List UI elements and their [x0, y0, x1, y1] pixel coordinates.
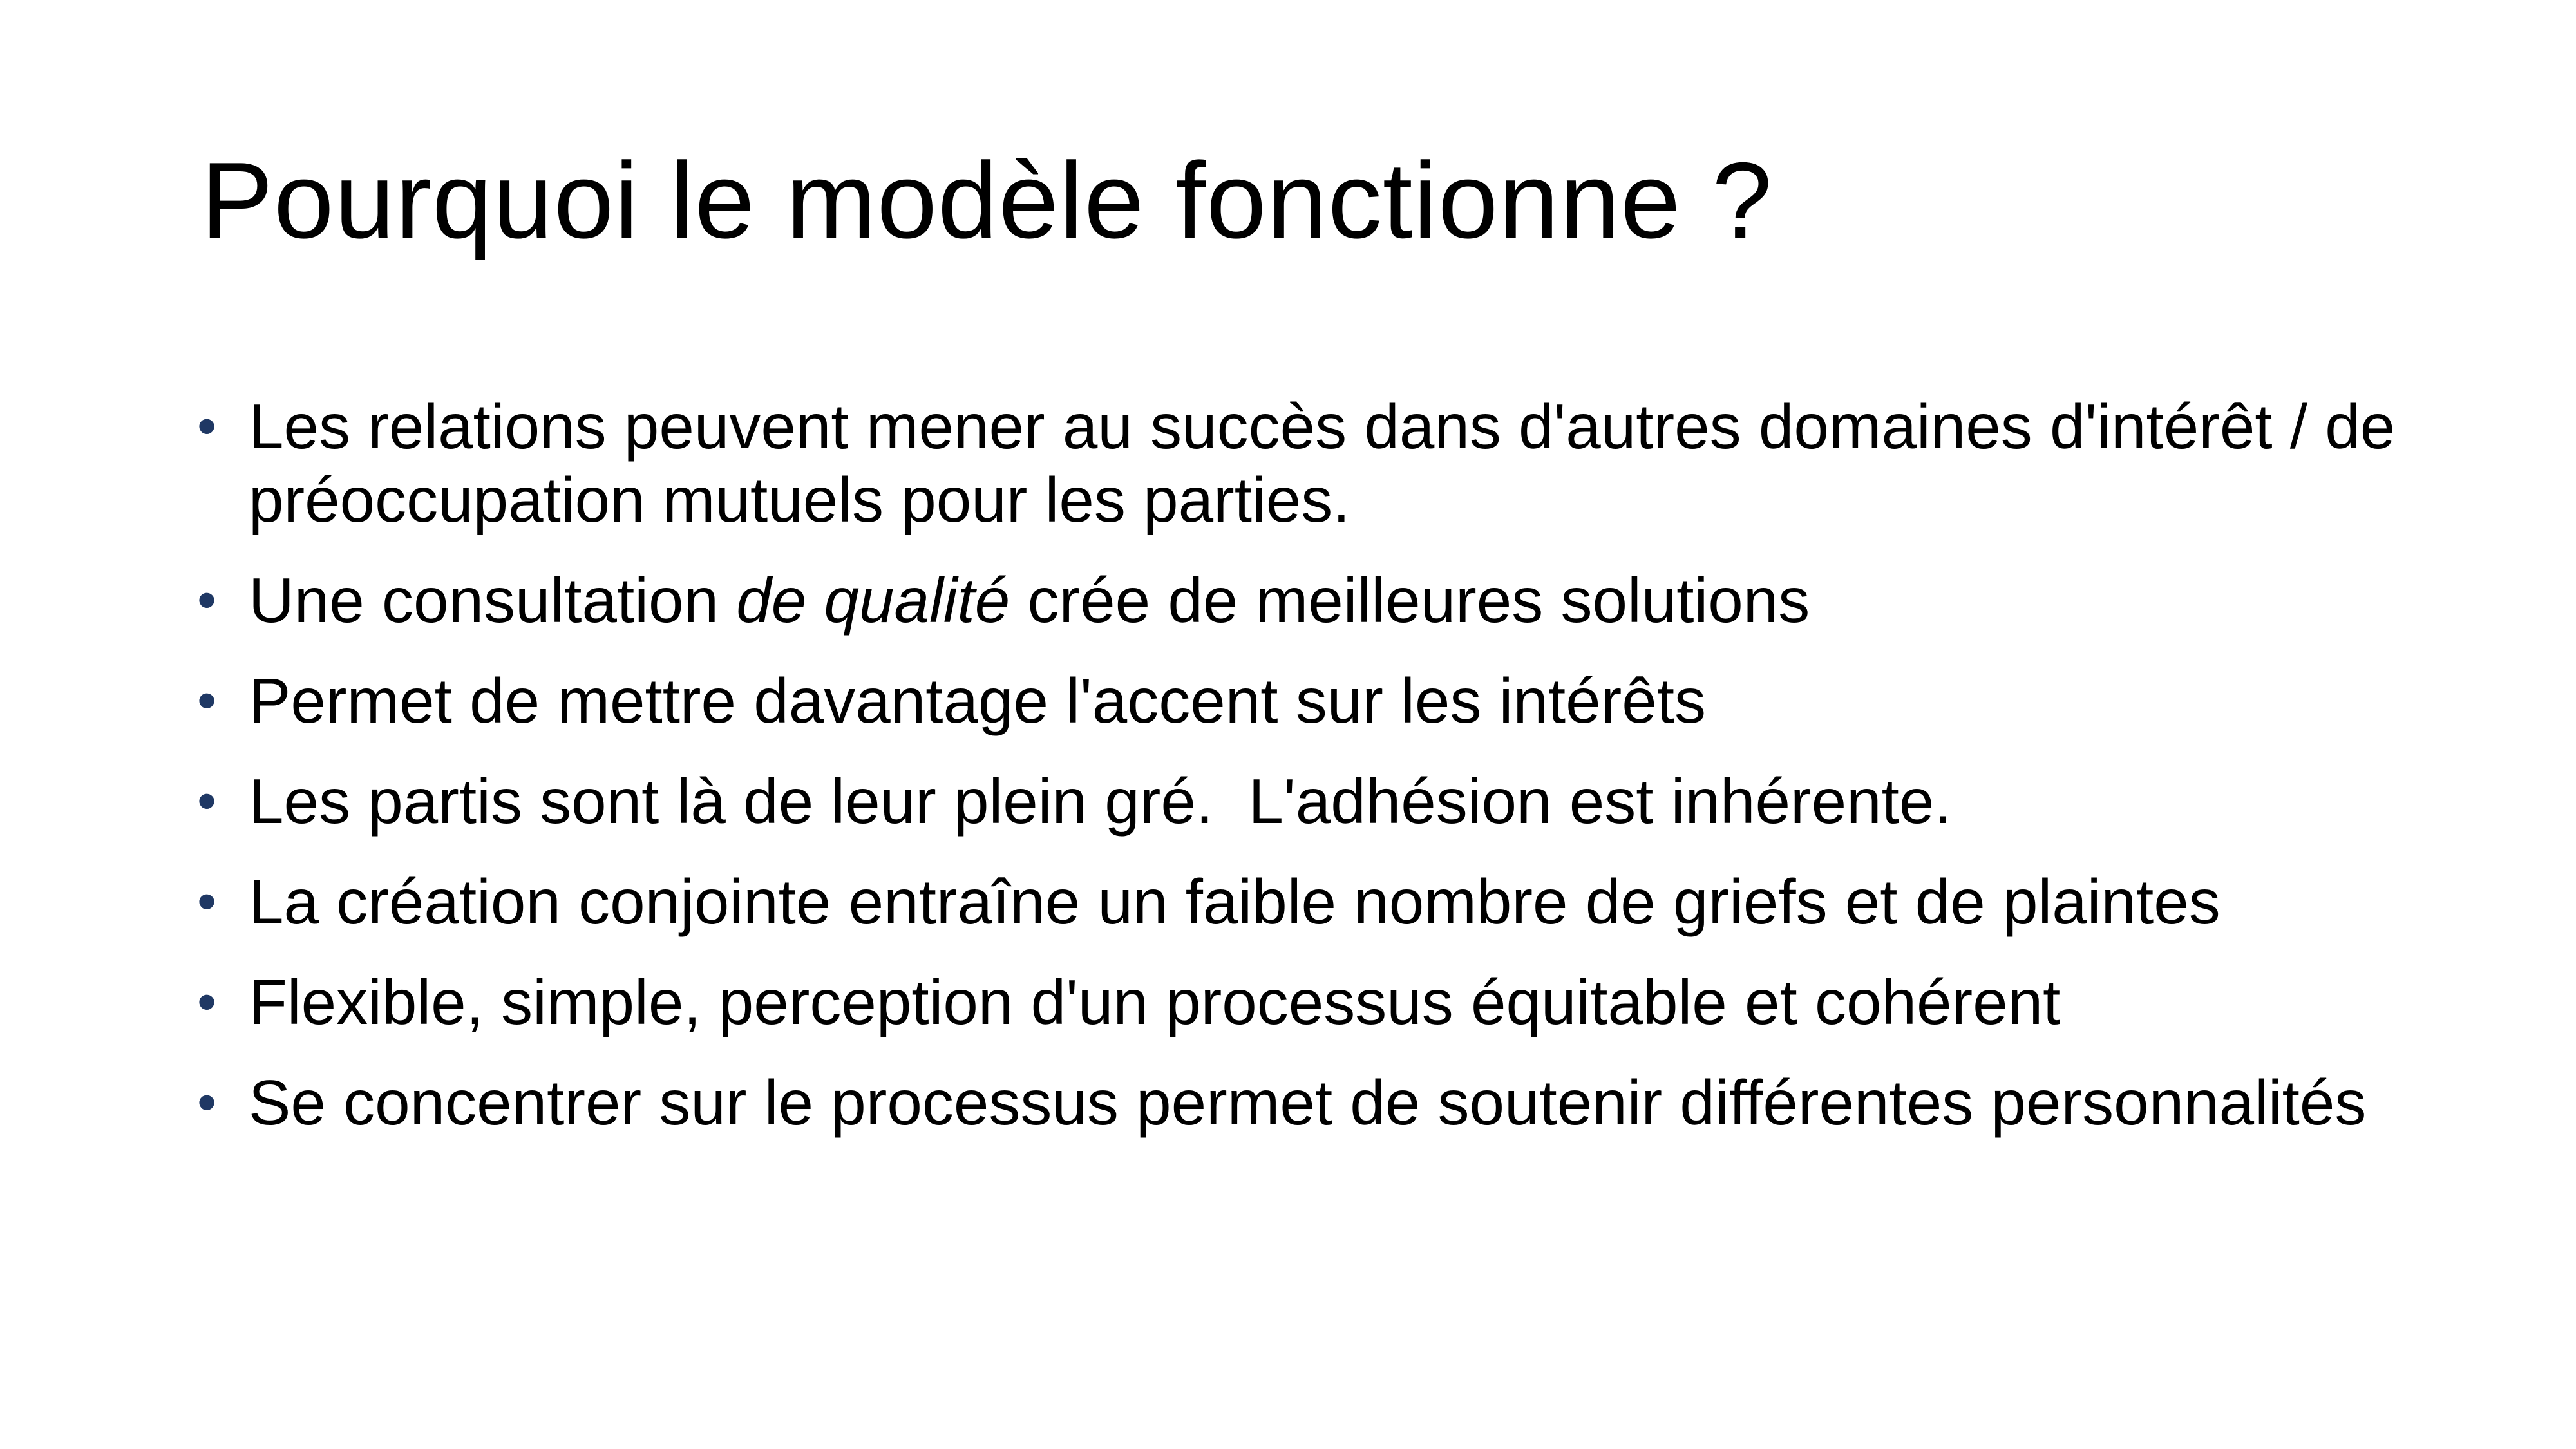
bullet-dot-icon: • [197, 569, 217, 631]
bullet-item [193, 1066, 2396, 1139]
bullet-text: Les partis sont là de leur plein gré. L'adhésion est inhérente. [249, 766, 1952, 837]
bullet-dot-icon: • [197, 395, 217, 457]
bullet-text [249, 565, 1810, 636]
bullet-item [193, 965, 2396, 1039]
bullet-text: La création conjointe entraîne un faible nombre de griefs et de plaintes [249, 866, 2221, 937]
bullet-item [193, 564, 2396, 637]
slide-title: Pourquoi le modèle fonctionne ? [201, 140, 1773, 261]
bullet-text: Flexible, simple, perception d'un processus équitable et cohérent [249, 967, 2061, 1037]
bullet-text: Les relations peuvent mener au succès dans d'autres domaines d'intérêt / de préoccupation mutuels pour les parties. [249, 391, 2396, 535]
bullet-item [193, 764, 2396, 838]
bullet-text: Se concentrer sur le processus permet de soutenir différentes personnalités [249, 1067, 2367, 1138]
bullet-item [193, 865, 2396, 938]
bullet-dot-icon: • [197, 1072, 217, 1133]
bullet-dot-icon: • [197, 971, 217, 1033]
bullet-item [193, 390, 2396, 536]
bullet-item [193, 664, 2396, 737]
bullet-dot-icon: • [197, 670, 217, 732]
bullet-text: Permet de mettre davantage l'accent sur les intérêts [249, 665, 1706, 736]
bullet-list [193, 390, 2396, 1166]
bullet-text-before: Une consultation [249, 565, 737, 636]
bullet-text-italic: de qualité [736, 565, 1010, 636]
bullet-dot-icon: • [197, 770, 217, 832]
bullet-dot-icon: • [197, 871, 217, 933]
bullet-text-after: crée de meilleures solutions [1010, 565, 1810, 636]
